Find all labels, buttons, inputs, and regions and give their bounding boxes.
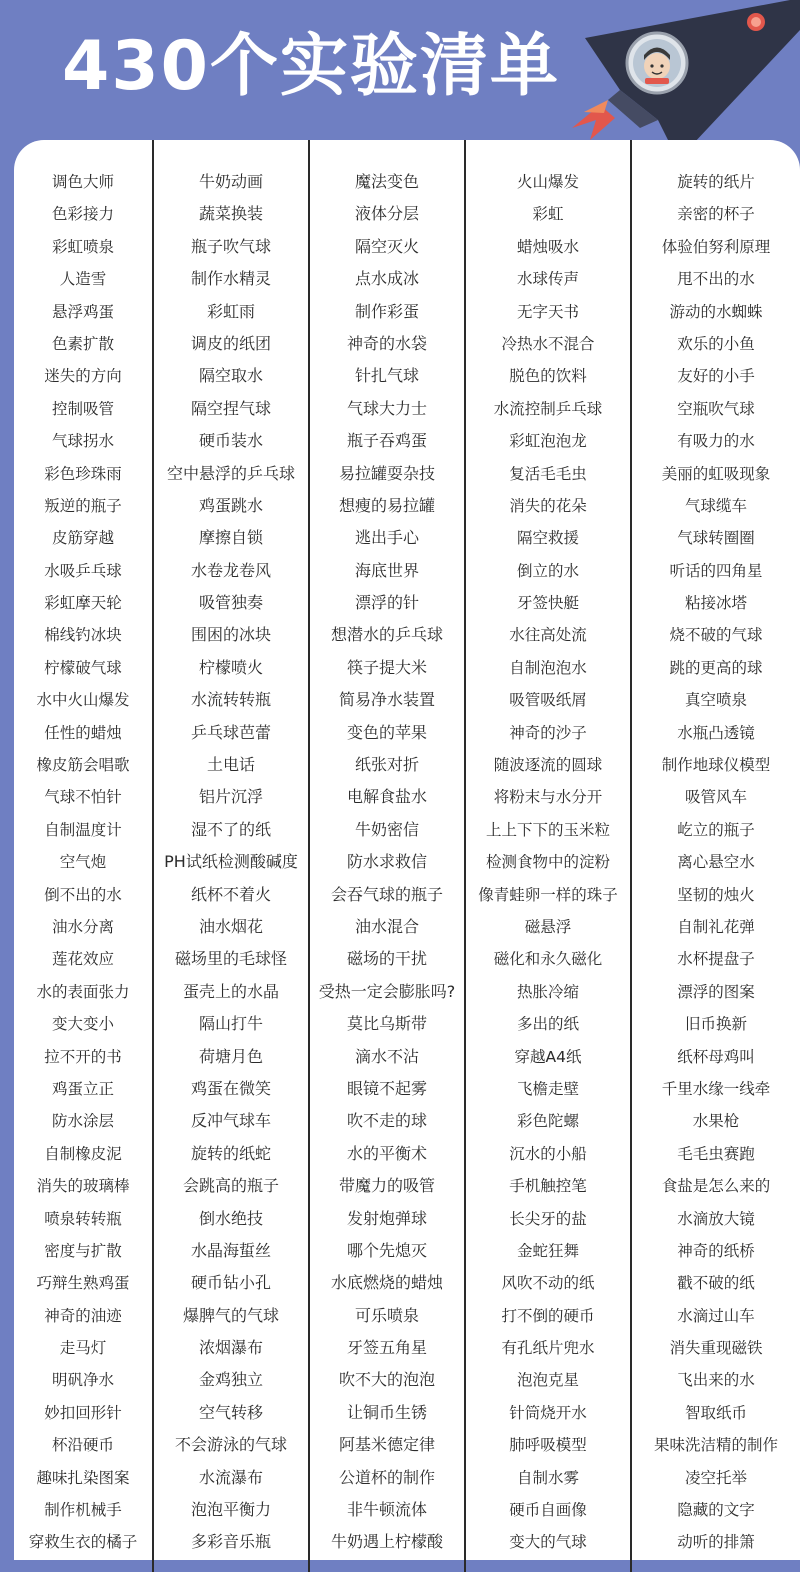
experiment-item: 屹立的瓶子 bbox=[677, 820, 755, 839]
experiment-item: 漂浮的图案 bbox=[677, 982, 755, 1001]
experiment-item: 防水求救信 bbox=[346, 852, 427, 872]
experiment-item: 真空喷泉 bbox=[684, 691, 747, 710]
experiment-item: 千里水缘一线牵 bbox=[661, 1079, 771, 1098]
experiment-item: 制作地球仪模型 bbox=[661, 756, 771, 775]
experiment-item: 浓烟瀑布 bbox=[198, 1338, 263, 1358]
experiment-item: 泡泡克星 bbox=[516, 1371, 579, 1390]
page-title: 430个实验清单 bbox=[62, 27, 560, 106]
experiment-list-card bbox=[14, 140, 800, 1560]
experiment-item: 拉不开的书 bbox=[44, 1047, 122, 1066]
experiment-item: 水中火山爆发 bbox=[36, 691, 130, 710]
experiment-item: 神奇的油迹 bbox=[44, 1306, 122, 1325]
experiment-item: 随波逐流的圆球 bbox=[493, 756, 603, 775]
experiment-item: 气球拐水 bbox=[51, 432, 114, 451]
experiment-item: 旧币换新 bbox=[684, 1015, 747, 1034]
experiment-item: 磁化和永久磁化 bbox=[493, 950, 603, 969]
experiment-item: 彩虹 bbox=[532, 205, 564, 224]
experiment-item: 飞檐走壁 bbox=[516, 1079, 579, 1098]
experiment-item: 彩虹泡泡龙 bbox=[509, 432, 587, 451]
experiment-item: 铝片沉浮 bbox=[198, 787, 263, 807]
experiment-item: 莲花效应 bbox=[51, 950, 114, 969]
experiment-item: 火山爆发 bbox=[516, 173, 579, 191]
experiment-item: 莫比乌斯带 bbox=[346, 1014, 427, 1034]
experiment-item: 土电话 bbox=[206, 755, 255, 775]
experiment-item: 烧不破的气球 bbox=[669, 626, 763, 645]
experiment-item: 水果枪 bbox=[692, 1112, 740, 1131]
experiment-item: 空气炮 bbox=[59, 853, 107, 872]
experiment-item: 多出的纸 bbox=[516, 1015, 579, 1034]
experiment-item: 水流瀑布 bbox=[198, 1467, 263, 1487]
experiment-item: 色彩接力 bbox=[51, 205, 114, 224]
experiment-item: 人造雪 bbox=[59, 270, 107, 289]
experiment-item: 金蛇狂舞 bbox=[516, 1241, 579, 1260]
experiment-item: 叛逆的瓶子 bbox=[44, 496, 122, 515]
experiment-item: 旋转的纸蛇 bbox=[190, 1143, 271, 1163]
experiment-item: 彩虹摩天轮 bbox=[44, 594, 122, 613]
experiment-item: 牛奶动画 bbox=[198, 172, 263, 191]
experiment-item: 毛毛虫赛跑 bbox=[677, 1144, 755, 1163]
experiment-item: 密度与扩散 bbox=[44, 1241, 122, 1260]
experiment-item: 公道杯的制作 bbox=[338, 1467, 435, 1487]
experiment-item: 牙签五角星 bbox=[346, 1338, 427, 1358]
experiment-item: 想瘦的易拉罐 bbox=[338, 495, 435, 515]
experiment-item: PH试纸检测酸碱度 bbox=[164, 852, 298, 872]
experiment-item: 穿越A4纸 bbox=[514, 1047, 582, 1066]
experiment-item: 电解食盐水 bbox=[346, 787, 427, 807]
experiment-item: 吸管吸纸屑 bbox=[509, 691, 587, 710]
experiment-item: 油水烟花 bbox=[198, 916, 263, 936]
experiment-item: 吹不走的球 bbox=[346, 1111, 427, 1131]
experiment-item: 磁场的干扰 bbox=[346, 949, 427, 969]
experiment-item: 金鸡独立 bbox=[198, 1370, 263, 1390]
experiment-item: 粘接冰塔 bbox=[684, 594, 747, 613]
experiment-item: 制作机械手 bbox=[44, 1501, 122, 1520]
experiment-item: 游动的水蜘蛛 bbox=[669, 302, 763, 321]
experiment-item: 吸管风车 bbox=[684, 788, 747, 807]
experiment-item: 牙签快艇 bbox=[516, 594, 579, 613]
experiment-item: 自制礼花弹 bbox=[677, 917, 755, 936]
experiment-item: 漂浮的针 bbox=[354, 593, 419, 613]
experiment-item: 湿不了的纸 bbox=[190, 819, 271, 839]
experiment-item: 变大的气球 bbox=[509, 1533, 587, 1552]
experiment-item: 飞出来的水 bbox=[677, 1371, 755, 1390]
experiment-item: 变大变小 bbox=[51, 1015, 114, 1034]
experiment-item: 杯沿硬币 bbox=[51, 1436, 114, 1455]
experiment-item: 智取纸币 bbox=[684, 1403, 747, 1422]
experiment-item: 消失的花朵 bbox=[509, 496, 587, 515]
experiment-item: 水晶海蜇丝 bbox=[190, 1240, 271, 1260]
experiment-item: 哪个先熄灭 bbox=[346, 1240, 427, 1260]
experiment-item: 妙扣回形针 bbox=[44, 1403, 122, 1422]
experiment-column-3 bbox=[308, 140, 464, 1572]
experiment-item: 消失的玻璃棒 bbox=[36, 1177, 130, 1196]
experiment-item: 调色大师 bbox=[51, 173, 114, 191]
experiment-item: 自制泡泡水 bbox=[509, 658, 587, 677]
experiment-item: 欢乐的小鱼 bbox=[677, 334, 755, 353]
experiment-item: 蜡烛吸水 bbox=[516, 237, 579, 256]
experiment-item: 倒立的水 bbox=[516, 561, 579, 580]
experiment-item: 隔空捏气球 bbox=[190, 398, 271, 418]
experiment-item: 变色的苹果 bbox=[346, 722, 427, 742]
experiment-item: 色素扩散 bbox=[51, 334, 114, 353]
experiment-item: 水卷龙卷风 bbox=[190, 560, 271, 580]
experiment-item: 筷子提大米 bbox=[346, 657, 427, 677]
experiment-item: 离心悬空水 bbox=[677, 853, 755, 872]
experiment-item: 受热一定会膨胀吗? bbox=[318, 981, 456, 1001]
experiment-item: 防水涂层 bbox=[51, 1112, 114, 1131]
experiment-item: 泡泡平衡力 bbox=[190, 1500, 271, 1520]
experiment-item: 手机触控笔 bbox=[509, 1177, 587, 1196]
experiment-item: 吹不大的泡泡 bbox=[338, 1370, 435, 1390]
experiment-item: 检测食物中的淀粉 bbox=[485, 853, 610, 872]
experiment-item: 水杯提盘子 bbox=[677, 950, 755, 969]
header bbox=[0, 0, 800, 150]
experiment-item: 冷热水不混合 bbox=[501, 334, 595, 353]
experiment-item: 简易净水装置 bbox=[338, 690, 435, 710]
experiment-item: 棉线钓冰块 bbox=[44, 626, 122, 645]
experiment-column-4 bbox=[464, 140, 630, 1572]
experiment-item: 倒不出的水 bbox=[44, 885, 122, 904]
experiment-column-2 bbox=[152, 140, 308, 1572]
experiment-item: 明矾净水 bbox=[51, 1371, 114, 1390]
experiment-item: 自制水雾 bbox=[516, 1468, 579, 1487]
experiment-item: 气球缆车 bbox=[684, 496, 747, 515]
experiment-item: 磁悬浮 bbox=[524, 917, 572, 936]
experiment-item: 硬币自画像 bbox=[509, 1501, 587, 1520]
experiment-item: 柠檬破气球 bbox=[44, 658, 122, 677]
experiment-item: 蔬菜换装 bbox=[198, 204, 263, 224]
experiment-item: 空气转移 bbox=[198, 1402, 263, 1422]
experiment-item: 彩虹喷泉 bbox=[51, 237, 114, 256]
experiment-item: 水的表面张力 bbox=[36, 982, 130, 1001]
experiment-item: 迷失的方向 bbox=[44, 367, 122, 386]
experiment-item: 非牛顿流体 bbox=[346, 1500, 427, 1520]
experiment-item: 多彩音乐瓶 bbox=[190, 1532, 271, 1552]
experiment-item: 彩虹雨 bbox=[206, 301, 255, 321]
experiment-item: 易拉罐耍杂技 bbox=[338, 463, 435, 483]
experiment-item: 橡皮筋会唱歌 bbox=[36, 756, 130, 775]
experiment-item: 滴水不沾 bbox=[354, 1046, 419, 1066]
experiment-item: 带魔力的吸管 bbox=[338, 1176, 435, 1196]
experiment-item: 爆脾气的气球 bbox=[182, 1305, 279, 1325]
experiment-item: 自制橡皮泥 bbox=[44, 1144, 122, 1163]
experiment-item: 水球传声 bbox=[516, 270, 579, 289]
experiment-item: 让铜币生锈 bbox=[346, 1402, 427, 1422]
experiment-item: 可乐喷泉 bbox=[354, 1305, 419, 1325]
experiment-item: 想潜水的乒乓球 bbox=[330, 625, 443, 645]
experiment-item: 水的平衡术 bbox=[346, 1143, 427, 1163]
experiment-item: 油水混合 bbox=[354, 916, 419, 936]
experiment-item: 脱色的饮料 bbox=[509, 367, 587, 386]
experiment-item: 戳不破的纸 bbox=[677, 1274, 755, 1293]
experiment-item: 跳的更高的球 bbox=[669, 658, 763, 677]
experiment-item: 上上下下的玉米粒 bbox=[485, 820, 610, 839]
experiment-item: 走马灯 bbox=[59, 1339, 107, 1358]
experiment-item: 任性的蜡烛 bbox=[44, 723, 122, 742]
experiment-item: 油水分离 bbox=[51, 917, 114, 936]
experiment-item: 纸杯母鸡叫 bbox=[677, 1047, 755, 1066]
experiment-item: 摩擦自锁 bbox=[198, 528, 263, 548]
experiment-item: 美丽的虹吸现象 bbox=[661, 464, 771, 483]
experiment-item: 发射炮弹球 bbox=[346, 1208, 427, 1228]
experiment-item: 阿基米德定律 bbox=[338, 1435, 435, 1455]
experiment-item: 气球不怕针 bbox=[44, 788, 122, 807]
experiment-item: 喷泉转转瓶 bbox=[44, 1209, 122, 1228]
experiment-item: 鸡蛋在微笑 bbox=[190, 1078, 271, 1098]
experiment-item: 隐藏的文字 bbox=[677, 1501, 755, 1520]
experiment-item: 神奇的沙子 bbox=[509, 723, 587, 742]
experiment-item: 像青蛙卵一样的珠子 bbox=[478, 885, 618, 904]
experiment-item: 针筒烧开水 bbox=[509, 1403, 587, 1422]
experiment-item: 眼镜不起雾 bbox=[346, 1078, 427, 1098]
experiment-item: 不会游泳的气球 bbox=[174, 1435, 287, 1455]
experiment-item: 体验伯努利原理 bbox=[661, 237, 771, 256]
experiment-item: 魔法变色 bbox=[354, 172, 419, 191]
experiment-item: 鸡蛋立正 bbox=[51, 1079, 114, 1098]
experiment-item: 乒乓球芭蕾 bbox=[190, 722, 271, 742]
experiment-item: 水底燃烧的蜡烛 bbox=[330, 1273, 443, 1293]
experiment-item: 瓶子吹气球 bbox=[190, 236, 271, 256]
experiment-item: 坚韧的烛火 bbox=[677, 885, 755, 904]
experiment-item: 动听的排箫 bbox=[677, 1533, 755, 1552]
experiment-item: 无字天书 bbox=[516, 302, 579, 321]
experiment-item: 围困的冰块 bbox=[190, 625, 271, 645]
experiment-item: 友好的小手 bbox=[677, 367, 755, 386]
experiment-column-1 bbox=[14, 140, 152, 1572]
experiment-item: 逃出手心 bbox=[354, 528, 419, 548]
experiment-item: 皮筋穿越 bbox=[51, 529, 114, 548]
experiment-item: 水滴放大镜 bbox=[677, 1209, 755, 1228]
experiment-item: 牛奶遇上柠檬酸 bbox=[330, 1532, 443, 1552]
experiment-item: 有孔纸片兜水 bbox=[501, 1339, 595, 1358]
experiment-item: 海底世界 bbox=[354, 560, 419, 580]
experiment-item: 吸管独奏 bbox=[198, 593, 263, 613]
experiment-item: 隔空灭火 bbox=[354, 236, 419, 256]
experiment-item: 水滴过山车 bbox=[677, 1306, 755, 1325]
experiment-item: 悬浮鸡蛋 bbox=[51, 302, 114, 321]
experiment-item: 水流转转瓶 bbox=[190, 690, 271, 710]
experiment-item: 自制温度计 bbox=[44, 820, 122, 839]
experiment-item: 消失重现磁铁 bbox=[669, 1339, 763, 1358]
experiment-item: 长尖牙的盐 bbox=[509, 1209, 587, 1228]
experiment-item: 果味洗洁精的制作 bbox=[653, 1436, 778, 1455]
experiment-item: 荷塘月色 bbox=[198, 1046, 263, 1066]
experiment-item: 食盐是怎么来的 bbox=[661, 1177, 771, 1196]
experiment-item: 亲密的杯子 bbox=[677, 205, 755, 224]
experiment-item: 风吹不动的纸 bbox=[501, 1274, 595, 1293]
experiment-item: 凌空托举 bbox=[684, 1468, 747, 1487]
experiment-item: 硬币钻小孔 bbox=[190, 1273, 271, 1293]
experiment-item: 有吸力的水 bbox=[677, 432, 755, 451]
experiment-item: 会吞气球的瓶子 bbox=[330, 884, 443, 904]
experiment-item: 会跳高的瓶子 bbox=[182, 1176, 279, 1196]
experiment-item: 趣味扎染图案 bbox=[36, 1468, 130, 1487]
experiment-item: 气球转圈圈 bbox=[677, 529, 755, 548]
experiment-item: 肺呼吸模型 bbox=[509, 1436, 587, 1455]
experiment-item: 彩色陀螺 bbox=[516, 1112, 579, 1131]
experiment-item: 甩不出的水 bbox=[677, 270, 755, 289]
experiment-item: 水吸乒乓球 bbox=[44, 561, 122, 580]
experiment-item: 听话的四角星 bbox=[669, 561, 763, 580]
experiment-item: 水瓶凸透镜 bbox=[677, 723, 755, 742]
experiment-item: 热胀冷缩 bbox=[516, 982, 579, 1001]
experiment-column-5 bbox=[630, 140, 800, 1572]
experiment-item: 柠檬喷火 bbox=[198, 657, 263, 677]
experiment-item: 神奇的纸桥 bbox=[677, 1241, 755, 1260]
experiment-item: 制作彩蛋 bbox=[354, 301, 419, 321]
experiment-item: 纸张对折 bbox=[354, 755, 419, 775]
experiment-item: 旋转的纸片 bbox=[677, 173, 755, 191]
experiment-item: 纸杯不着火 bbox=[190, 884, 271, 904]
experiment-item: 空瓶吹气球 bbox=[677, 399, 755, 418]
experiment-item: 水往高处流 bbox=[509, 626, 587, 645]
experiment-item: 调皮的纸团 bbox=[190, 333, 271, 353]
experiment-item: 神奇的水袋 bbox=[346, 333, 427, 353]
experiment-item: 磁场里的毛球怪 bbox=[174, 949, 287, 969]
experiment-item: 将粉末与水分开 bbox=[493, 788, 603, 807]
experiment-item: 空中悬浮的乒乓球 bbox=[166, 463, 295, 483]
experiment-item: 制作水精灵 bbox=[190, 269, 271, 289]
experiment-item: 沉水的小船 bbox=[509, 1144, 587, 1163]
experiment-item: 蛋壳上的水晶 bbox=[182, 981, 279, 1001]
experiment-item: 牛奶密信 bbox=[354, 819, 419, 839]
experiment-item: 鸡蛋跳水 bbox=[198, 495, 263, 515]
experiment-item: 隔山打牛 bbox=[198, 1014, 263, 1034]
experiment-item: 水流控制乒乓球 bbox=[493, 399, 603, 418]
experiment-item: 打不倒的硬币 bbox=[501, 1306, 595, 1325]
experiment-item: 液体分层 bbox=[354, 204, 419, 224]
experiment-item: 倒水绝技 bbox=[198, 1208, 263, 1228]
experiment-item: 巧辩生熟鸡蛋 bbox=[36, 1274, 130, 1293]
experiment-item: 复活毛毛虫 bbox=[509, 464, 587, 483]
experiment-item: 隔空取水 bbox=[198, 366, 263, 386]
experiment-item: 针扎气球 bbox=[354, 366, 419, 386]
experiment-columns bbox=[14, 140, 800, 1560]
experiment-item: 隔空救援 bbox=[516, 529, 579, 548]
experiment-item: 瓶子吞鸡蛋 bbox=[346, 431, 427, 451]
experiment-item: 反冲气球车 bbox=[190, 1111, 271, 1131]
experiment-item: 硬币装水 bbox=[198, 431, 263, 451]
experiment-item: 彩色珍珠雨 bbox=[44, 464, 122, 483]
experiment-item: 点水成冰 bbox=[354, 269, 419, 289]
experiment-item: 穿救生衣的橘子 bbox=[28, 1533, 138, 1552]
experiment-item: 气球大力士 bbox=[346, 398, 427, 418]
experiment-item: 控制吸管 bbox=[51, 399, 114, 418]
